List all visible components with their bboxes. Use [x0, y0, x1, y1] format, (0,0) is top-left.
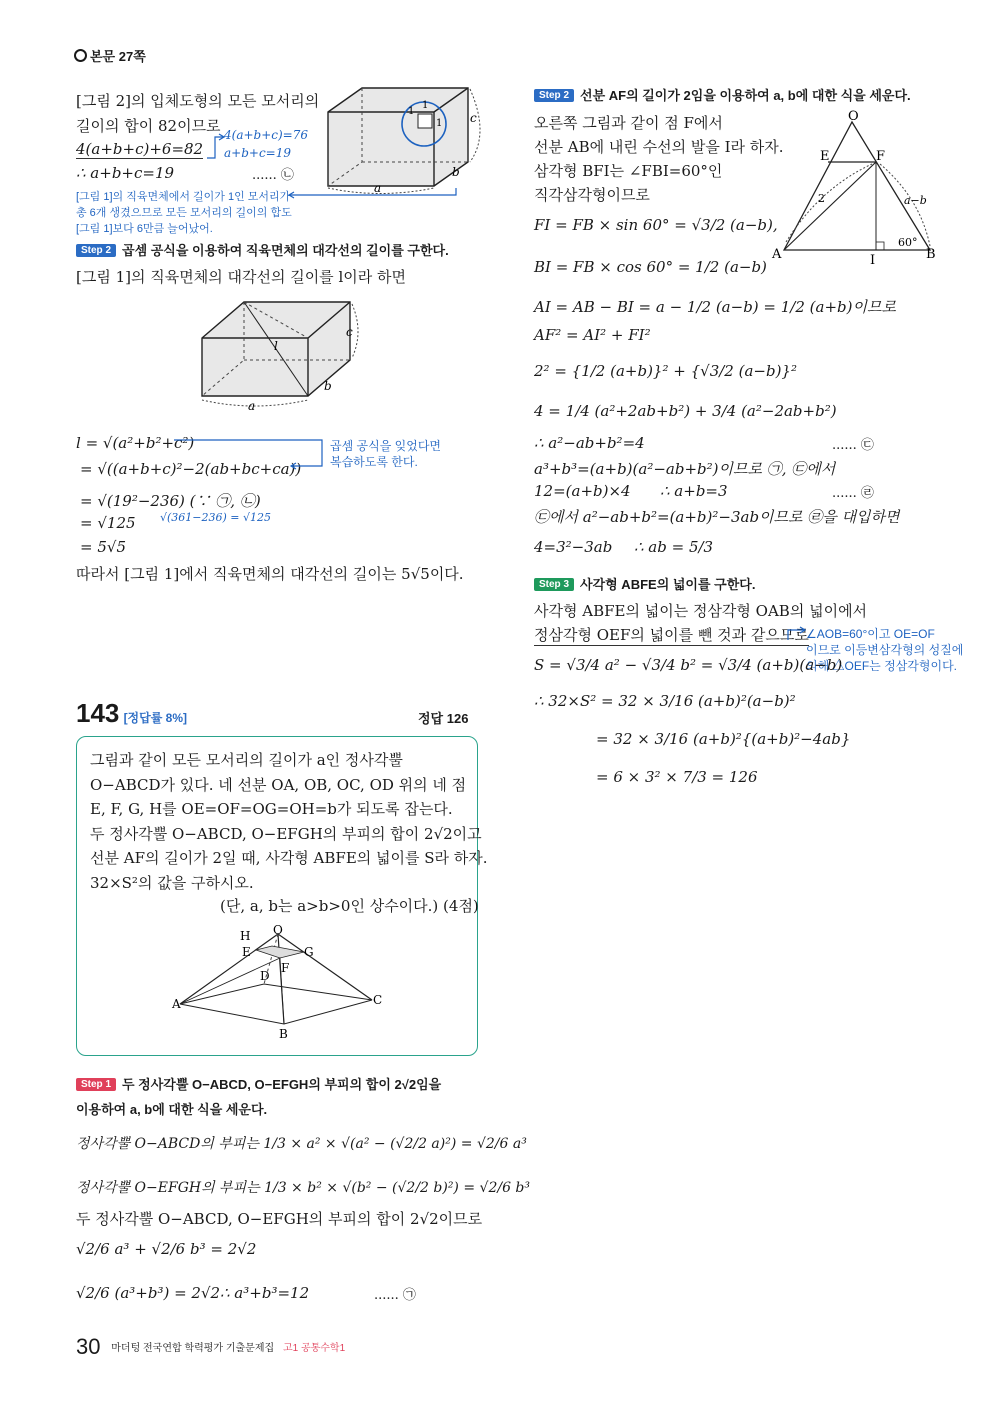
fig-label-I: I — [870, 253, 876, 266]
subject: 고1 공통수학1 — [282, 1343, 346, 1354]
equation-tag: ...... ㉠ — [374, 1288, 416, 1303]
equation: ∴ a+b+c=19 — [76, 164, 175, 182]
side-note — [76, 189, 292, 237]
step-heading — [76, 240, 449, 259]
footer — [76, 1334, 345, 1360]
equation: = √125 — [80, 514, 136, 532]
fig-label-A: A — [772, 247, 782, 262]
figure-box-cutout — [320, 84, 490, 194]
fig-label-1: 1 — [436, 118, 443, 129]
equation: ∴ a²−ab+b²=4 — [534, 434, 645, 452]
figure-triangle — [770, 108, 948, 266]
step-badge: Step 1 — [76, 1078, 116, 1091]
problem-line: O−ABCD가 있다. 네 선분 OA, OB, OC, OD 위의 네 점 — [90, 775, 467, 794]
note-line: 총 6개 생겼으므로 모든 모서리의 길이의 합도 — [76, 207, 292, 219]
text-line: [그림 2]의 입체도형의 모든 모서리의 — [76, 92, 320, 110]
equation: ∴ a³+b³=12 — [220, 1284, 310, 1302]
text-line: 두 정사각뿔 O−ABCD, O−EFGH의 부피의 합이 2√2이므로 — [76, 1210, 483, 1228]
fig-label-c: c — [470, 111, 477, 125]
note-line: [그림 1]보다 6만큼 늘어났어. — [76, 223, 213, 235]
page-number: 30 — [76, 1334, 101, 1359]
equation: 12=(a+b)×4 — [534, 482, 631, 500]
problem-line: E, F, G, H를 OE=OF=OG=OH=b가 되도록 잡는다. — [90, 800, 453, 818]
problem-text — [90, 748, 488, 895]
fig-label-a: a — [374, 181, 382, 194]
equation: BI = FB × cos 60° = 1/2 (a−b) — [534, 258, 767, 276]
equation: ㉢에서 a²−ab+b²=(a+b)²−3ab이므로 ㉣을 대입하면 — [534, 508, 900, 526]
fig-label-O: O — [273, 923, 283, 937]
equation: 4 = 1/4 (a²+2ab+b²) + 3/4 (a²−2ab+b²) — [534, 402, 837, 420]
text-line: 길이의 합이 82이므로 — [76, 117, 221, 135]
note-line: [그림 1]의 직육면체에서 길이가 1인 모서리가 — [76, 191, 291, 203]
problem-line: 선분 AF의 길이가 2일 때, 사각형 ABFE의 넓이를 S라 하자. — [90, 849, 488, 867]
fig-label-E: E — [242, 945, 251, 959]
equation: 4=3²−3ab — [534, 538, 613, 556]
book-title: 마더텅 전국연합 학력평가 기출문제집 — [111, 1343, 275, 1354]
equation: 정사각뿔 O−ABCD의 부피는 1/3 × a² × √(a² − (√2/2 a)²) = √2/6 a³ — [76, 1136, 527, 1152]
fig-label-amb: a−b — [904, 194, 927, 207]
text-line: 삼각형 BFI는 ∠FBI=60°인 — [534, 162, 723, 180]
side-note — [330, 438, 441, 470]
equation-tag: ...... ㉣ — [832, 486, 874, 501]
fig-label-2: 2 — [818, 192, 825, 205]
problem-line: 32×S²의 값을 구하시오. — [90, 873, 254, 892]
fig-label-G: G — [304, 945, 314, 959]
problem-answer: 정답 126 — [418, 711, 469, 726]
equation: √2/6 a³ + √2/6 b³ = 2√2 — [76, 1240, 257, 1258]
equation: a³+b³=(a+b)(a²−ab+b²)이므로 ㉠, ㉢에서 — [534, 460, 836, 478]
fig-label-A: A — [172, 997, 181, 1011]
step-badge: Step 2 — [534, 89, 574, 102]
step-heading — [76, 1074, 441, 1093]
figure-pyramid — [168, 922, 388, 1046]
conclusion: 따라서 [그림 1]에서 직육면체의 대각선의 길이는 5√5이다. — [76, 565, 464, 583]
problem-number — [76, 698, 187, 729]
note-line: 복습하도록 한다. — [330, 455, 418, 469]
step-title: 사각형 ABFE의 넓이를 구한다. — [580, 577, 756, 592]
fig-label-B: B — [926, 247, 936, 262]
side-equation: a+b+c=19 — [224, 146, 291, 160]
fig-label-a: a — [248, 399, 256, 413]
fig-label-l: l — [274, 339, 278, 353]
fig-label-E: E — [820, 149, 830, 164]
equation: ∴ a+b=3 — [660, 482, 728, 500]
text-line: 정삼각형 OEF의 넓이를 뺀 것과 같으므로 — [534, 626, 809, 644]
step-heading — [534, 85, 911, 104]
page-section: 본문 27쪽 — [90, 49, 146, 64]
equation: AF² = AI² + FI² — [534, 326, 651, 344]
fig-label-c: c — [346, 325, 353, 339]
fig-label-O: O — [848, 109, 859, 124]
text-line: 선분 AB에 내린 수선의 발을 I라 하자. — [534, 138, 784, 156]
equation: S = √3/4 a² − √3/4 b² = √3/4 (a+b)(a−b) — [534, 656, 843, 674]
fig-label-b: b — [324, 379, 332, 393]
text-line: 직각삼각형이므로 — [534, 186, 650, 204]
step-heading — [534, 574, 755, 593]
fig-label-F: F — [876, 149, 886, 164]
fig-label-1: 1 — [408, 106, 415, 117]
fig-label-H: H — [240, 929, 251, 943]
note-arrow — [786, 626, 806, 642]
text-line: 사각형 ABFE의 넓이는 정삼각형 OAB의 넓이에서 — [534, 602, 868, 620]
problem-line: 그림과 같이 모든 모서리의 길이가 a인 정사각뿔 — [90, 751, 403, 769]
fig-label-b: b — [452, 165, 460, 179]
note-line: 의해 △OEF는 정삼각형이다. — [806, 659, 957, 673]
equation: l = √(a²+b²+c²) — [76, 434, 195, 452]
note-arrow — [286, 186, 476, 200]
figure-cuboid — [196, 296, 366, 416]
equation-tag: ...... ㉢ — [832, 438, 874, 453]
fig-label-B: B — [279, 1027, 288, 1041]
note-arrow — [174, 438, 324, 470]
problem-number-text: 143 — [76, 698, 120, 728]
equation: 정사각뿔 O−EFGH의 부피는 1/3 × b² × √(b² − (√2/2 b)²) = √2/6 b³ — [76, 1180, 531, 1196]
text-line: [그림 1]의 직육면체의 대각선의 길이를 l이라 하면 — [76, 268, 406, 286]
step-badge: Step 2 — [76, 244, 116, 257]
bracket-arrow — [205, 132, 225, 162]
equation-tag: ...... ㉡ — [252, 168, 294, 183]
note-line: 이므로 이등변삼각형의 성질에 — [806, 643, 964, 657]
note-line: ∠AOB=60°이고 OE=OF — [806, 627, 935, 641]
text-line: 오른쪽 그림과 같이 점 F에서 — [534, 114, 723, 132]
side-equation: 4(a+b+c)=76 — [224, 128, 308, 142]
equation: √2/6 (a³+b³) = 2√2 — [76, 1284, 221, 1302]
problem-condition: (단, a, b는 a>b>0인 상수이다.) (4점) — [220, 897, 479, 915]
equation: = 6 × 3² × 7/3 = 126 — [596, 768, 758, 786]
equation: 4(a+b+c)+6=82 — [76, 140, 204, 158]
equation: FI = FB × sin 60° = √3/2 (a−b), — [534, 216, 778, 234]
problem-line: 두 정사각뿔 O−ABCD, O−EFGH의 부피의 합이 2√2이고 — [90, 824, 482, 843]
equation: = √((a+b+c)²−2(ab+bc+ca)) — [80, 460, 302, 478]
fig-label-D: D — [260, 969, 270, 983]
equation: = 32 × 3/16 (a+b)²{(a+b)²−4ab} — [596, 730, 851, 748]
equation: ∴ 32×S² = 32 × 3/16 (a+b)²(a−b)² — [534, 692, 796, 710]
fig-label-60deg: 60° — [898, 236, 918, 249]
equation: AI = AB − BI = a − 1/2 (a−b) = 1/2 (a+b)이므로 — [534, 298, 896, 316]
equation: 2² = {1/2 (a+b)}² + {√3/2 (a−b)}² — [534, 362, 797, 380]
fig-label-F: F — [281, 961, 290, 975]
equation: = 5√5 — [80, 538, 126, 556]
step-title-cont: 이용하여 a, b에 대한 식을 세운다. — [76, 1102, 268, 1117]
step-badge: Step 3 — [534, 578, 574, 591]
step-title: 두 정사각뿔 O−ABCD, O−EFGH의 부피의 합이 2√2임을 — [122, 1077, 442, 1092]
note-line: 곱셈 공식을 잊었다면 — [330, 439, 441, 453]
step-title: 선분 AF의 길이가 2임을 이용하여 a, b에 대한 식을 세운다. — [580, 88, 911, 103]
fig-label-C: C — [373, 993, 383, 1007]
step-title: 곱셈 공식을 이용하여 직육면체의 대각선의 길이를 구한다. — [122, 243, 449, 258]
equation: = √(19²−236) (∵ ㉠, ㉡) — [80, 492, 261, 510]
side-equation: √(361−236) = √125 — [160, 511, 272, 524]
circle-bullet-icon — [74, 49, 87, 62]
problem-rate: [정답률 8%] — [123, 711, 188, 725]
section-header — [74, 46, 146, 65]
fig-label-1: 1 — [422, 100, 429, 111]
equation: ∴ ab = 5/3 — [634, 538, 714, 556]
